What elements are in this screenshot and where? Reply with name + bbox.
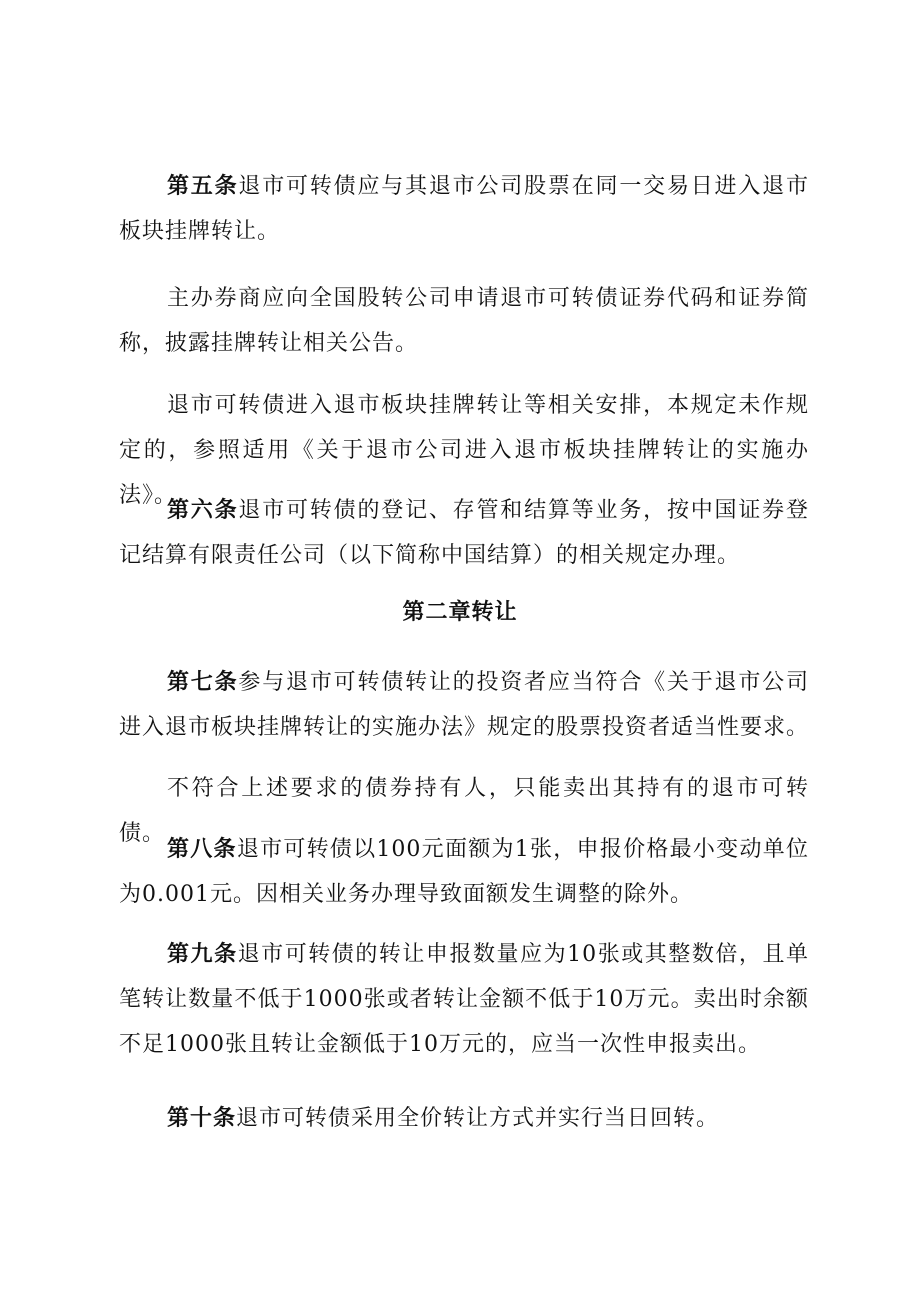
article-5-heading: 第五条 [167, 173, 239, 199]
article-8-heading: 第八条 [167, 836, 237, 862]
article-5-text: 退市可转债应与其退市公司股票在同一交易日进入退市板块挂牌转让。 [119, 174, 809, 244]
article-9-heading: 第九条 [167, 941, 238, 967]
article-5-paragraph [119, 164, 809, 254]
article-6-heading: 第六条 [167, 497, 239, 523]
article-6-text: 退市可转债的登记、存管和结算等业务，按中国证券登记结算有限责任公司（以下简称中国结算）的相关规定办理。 [119, 498, 809, 568]
article-5-paragraph-3: 退市可转债进入退市板块挂牌转让等相关安排，本规定未作规定的，参照适用《关于退市公司进入退市板块挂牌转让的实施办法》。 [119, 393, 809, 508]
article-5-paragraph-2: 主办券商应向全国股转公司申请退市可转债证券代码和证券简称，披露挂牌转让相关公告。 [119, 286, 809, 356]
article-9-text: 退市可转债的转让申报数量应为10张或其整数倍，且单笔转让数量不低于1000张或者转让金额不低于10万元。卖出时余额不足1000张且转让金额低于10万元的，应当一次性申报卖出。 [119, 942, 809, 1057]
article-8-paragraph [119, 827, 809, 917]
article-10-text: 退市可转债采用全价转让方式并实行当日回转。 [236, 1106, 720, 1131]
article-7-paragraph [119, 660, 809, 750]
chapter-title: 第二章转让 [402, 599, 518, 625]
article-10-paragraph [119, 1096, 809, 1141]
article-7-text: 参与退市可转债转让的投资者应当符合《关于退市公司进入退市板块挂牌转让的实施办法》规定的股票投资者适当性要求。 [119, 670, 810, 740]
article-8-text: 退市可转债以100元面额为1张，申报价格最小变动单位为0.001元。因相关业务办理导致面额发生调整的除外。 [119, 837, 809, 907]
article-7-heading: 第七条 [167, 669, 239, 695]
article-9-paragraph [119, 932, 809, 1067]
article-7-paragraph-2: 不符合上述要求的债券持有人，只能卖出其持有的退市可转债。 [119, 776, 809, 846]
article-10-heading: 第十条 [167, 1105, 237, 1131]
article-6-paragraph [119, 488, 809, 578]
